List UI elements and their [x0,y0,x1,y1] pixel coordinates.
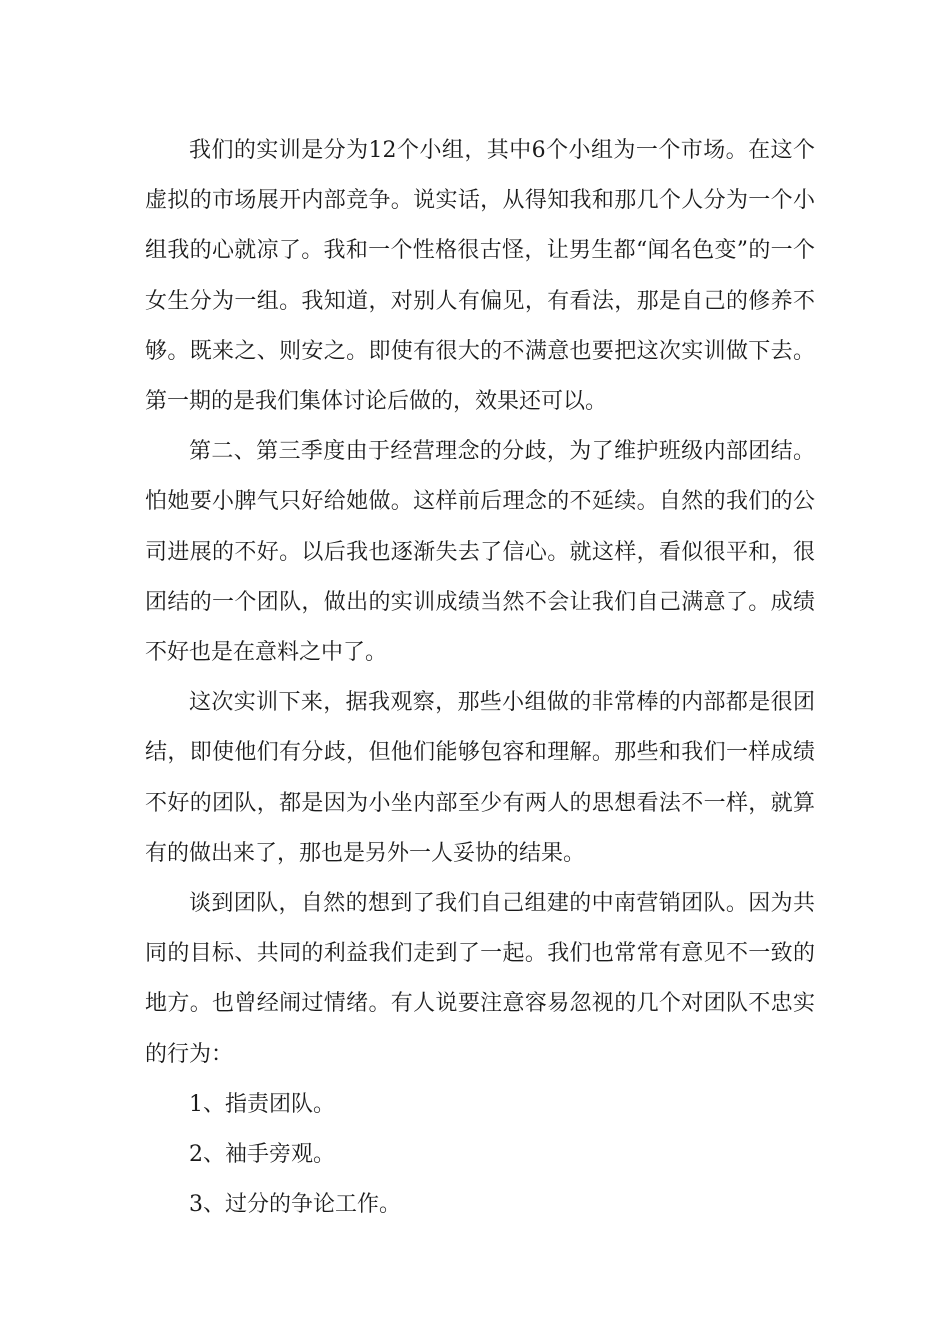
paragraph-3: 这次实训下来，据我观察，那些小组做的非常棒的内部都是很团结，即使他们有分歧，但他们能够包容和理解。那些和我们一样成绩不好的团队，都是因为小坐内部至少有两人的思想看法不一样，就算有的做出来了，那也是另外一人妥协的结果。 [145,690,815,866]
document-body [145,126,815,1230]
paragraph-2: 第二、第三季度由于经营理念的分歧，为了维护班级内部团结。怕她要小脾气只好给她做。这样前后理念的不延续。自然的我们的公司进展的不好。以后我也逐渐失去了信心。就这样，看似很平和，很团结的一个团队，做出的实训成绩当然不会让我们自己满意了。成绩不好也是在意料之中了。 [145,439,815,666]
list-item-3: 3、过分的争论工作。 [189,1192,401,1218]
list-item-1: 1、指责团队。 [189,1091,335,1117]
list-item-2: 2、袖手旁观。 [189,1142,335,1168]
paragraph-4: 谈到团队，自然的想到了我们自己组建的中南营销团队。因为共同的目标、共同的利益我们走到了一起。我们也常常有意见不一致的地方。也曾经闹过情绪。有人说要注意容易忽视的几个对团队不忠实的行为： [145,891,815,1067]
paragraph-1: 我们的实训是分为12个小组，其中6个小组为一个市场。在这个虚拟的市场展开内部竞争。说实话，从得知我和那几个人分为一个小组我的心就凉了。我和一个性格很古怪，让男生都“闻名色变”的一个女生分为一组。我知道，对别人有偏见，有看法，那是自己的修养不够。既来之、则安之。即使有很大的不满意也要把这次实训做下去。第一期的是我们集体讨论后做的，效果还可以。 [145,138,815,415]
